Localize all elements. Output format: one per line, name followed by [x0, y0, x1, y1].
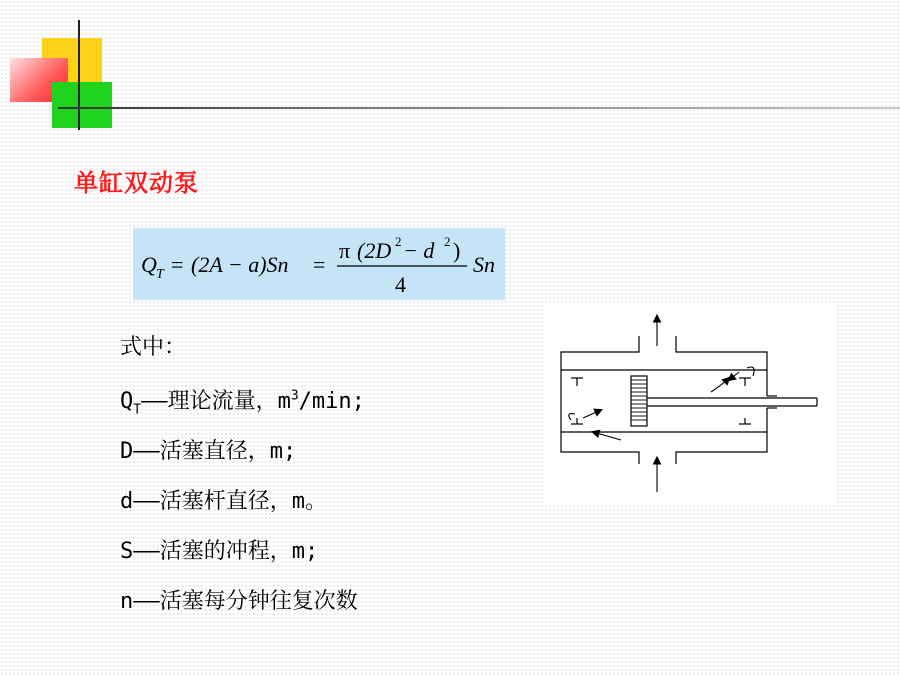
- piston: [631, 376, 647, 426]
- decor-vertical-line: [78, 20, 80, 130]
- formula-numerator-pi: π: [339, 238, 351, 263]
- formula-denominator: 4: [395, 272, 406, 297]
- definition-qt: [120, 384, 365, 417]
- valve-right-curl: [747, 367, 754, 376]
- formula-numerator-close: ): [453, 238, 461, 263]
- formula-numerator-mid: − d: [403, 238, 435, 263]
- cylinder-right-top-wall: [676, 336, 767, 396]
- cylinder-right-bottom-wall: [676, 408, 767, 464]
- definition-qt-subscript: T: [133, 402, 142, 418]
- formula-box: [133, 228, 505, 300]
- definition-d-upper-text: ——活塞直径，m;: [133, 439, 297, 464]
- definition-s-symbol: S: [120, 539, 134, 564]
- definitions-intro: 式中：: [120, 335, 187, 360]
- pump-diagram: [543, 302, 835, 506]
- flow-arrow-lower-left: [593, 432, 621, 440]
- formula-middle: (2A − a)Sn: [191, 252, 289, 277]
- pump-schematic: [543, 302, 835, 506]
- flow-arrow-piston-left: [583, 410, 601, 418]
- definition-d-lower-symbol: d: [120, 489, 134, 514]
- decor-green-square: [52, 82, 112, 128]
- definition-d-upper-symbol: D: [120, 439, 134, 464]
- valve-left-curl: [569, 414, 575, 420]
- formula-equals-1: =: [171, 252, 184, 277]
- decor-horizontal-line: [58, 107, 900, 109]
- definition-qt-unit-exp: 3: [290, 388, 299, 404]
- formula-numerator-exp2: 2: [444, 234, 451, 249]
- formula-numerator-exp1: 2: [395, 234, 402, 249]
- cylinder-left-wall: [561, 336, 639, 464]
- formula: [133, 228, 505, 300]
- flow-arrow-upper-right: [711, 378, 729, 392]
- definition-qt-unit-rest: /min;: [298, 389, 365, 414]
- definition-d-upper: [120, 434, 296, 465]
- definition-qt-symbol: Q: [120, 389, 134, 414]
- definition-d-lower-text: ——活塞杆直径，m。: [133, 489, 327, 514]
- definition-s-text: ——活塞的冲程，m;: [133, 539, 319, 564]
- definition-n-text: ——活塞每分钟往复次数: [133, 589, 358, 614]
- slide-title: 单缸双动泵: [74, 169, 199, 197]
- definition-qt-text: ——理论流量，m: [141, 389, 291, 414]
- formula-numerator-open: (2D: [357, 238, 392, 263]
- definition-n: [120, 584, 358, 615]
- flow-arrow-valve-right: [729, 372, 739, 380]
- formula-lhs-symbol: Q: [141, 252, 157, 277]
- formula-equals-2: =: [313, 252, 326, 277]
- formula-lhs-subscript: T: [156, 267, 164, 282]
- definition-n-symbol: n: [120, 589, 134, 614]
- definition-d-lower: [120, 484, 327, 515]
- definition-s: [120, 534, 318, 565]
- formula-rhs: Sn: [473, 252, 495, 277]
